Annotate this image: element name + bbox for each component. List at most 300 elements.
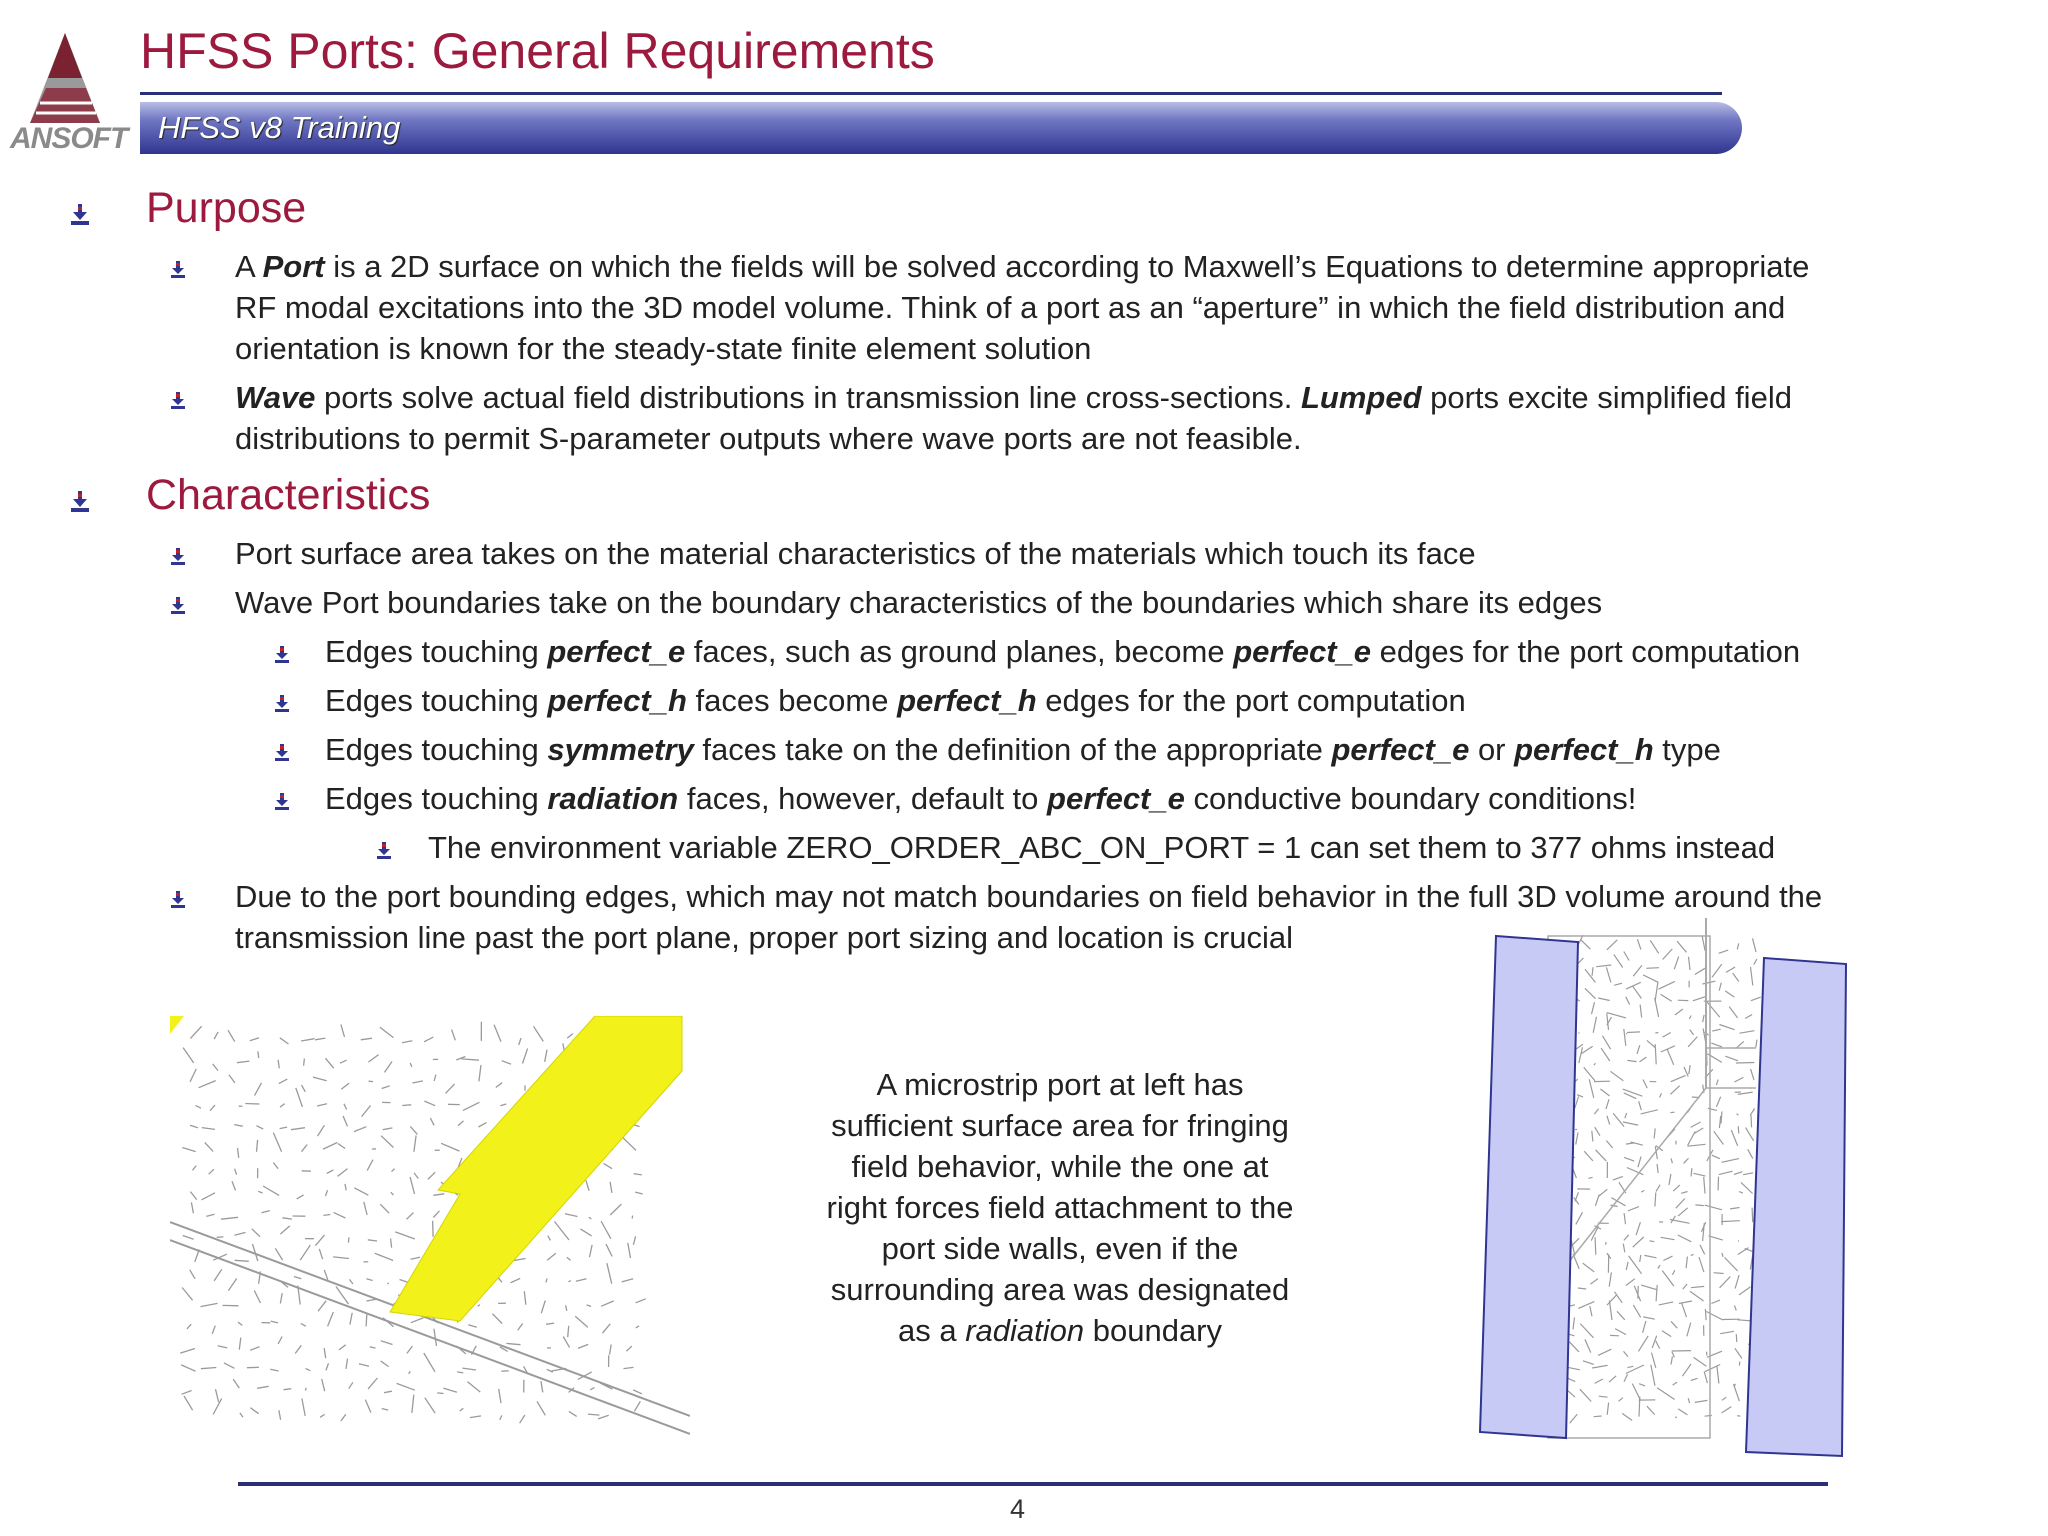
field-vector [1655,1044,1656,1064]
field-vector [1623,1122,1638,1125]
field-vector [182,1288,193,1301]
field-vector [598,1415,609,1419]
field-vector [305,1388,306,1391]
field-vector [255,1083,262,1096]
field-vector [1639,1397,1640,1417]
field-vector [1641,1285,1656,1290]
field-vector [1640,1057,1647,1062]
field-vector [1634,1286,1640,1301]
field-vector [468,1325,477,1328]
field-vector [1735,1275,1739,1289]
field-vector [414,1173,418,1179]
field-vector [1725,1258,1738,1272]
field-vector [280,1104,285,1108]
field-vector [319,1249,322,1259]
field-vector [1684,1158,1689,1163]
field-vector [1739,1192,1743,1194]
field-vector [1639,1384,1645,1386]
field-vector [1578,1288,1586,1289]
field-vector [366,1279,372,1281]
field-vector [610,1204,621,1215]
bullet-arrow-icon [274,646,290,664]
field-vector [478,1305,480,1307]
ansoft-logo-mark-icon [10,28,140,128]
characteristics-item-2: Wave Port boundaries take on the boundary characteristics of the boundaries which share its edges [235,585,1603,620]
field-vector [1656,1341,1660,1349]
field-vector [1576,1212,1583,1224]
field-vector [1647,1040,1655,1047]
field-vector [1751,997,1761,1001]
field-vector [1746,1128,1754,1141]
field-vector [1585,1339,1591,1352]
field-vector [586,1180,589,1191]
field-vector [1624,1029,1626,1046]
field-vector [567,1257,571,1260]
field-vector [1656,1285,1657,1301]
field-vector [587,1305,592,1307]
field-vector [302,1145,308,1152]
field-vector [502,1061,511,1065]
field-vector [328,1312,334,1326]
field-vector [626,1346,632,1351]
field-vector [434,1329,437,1346]
field-vector [367,1160,373,1171]
field-vector [1670,1220,1690,1224]
field-vector [424,1101,435,1106]
field-vector [1615,1329,1626,1335]
field-vector [1592,1002,1595,1014]
field-vector [1756,1040,1757,1048]
field-vector [385,1062,393,1073]
bullet-arrow-icon [170,891,186,909]
field-vector [1622,1413,1632,1420]
field-vector [446,1084,455,1093]
field-vector [1626,997,1630,1005]
field-vector [190,1125,198,1128]
field-vector [424,1353,435,1372]
field-vector [1647,1406,1655,1414]
field-vector [500,1415,502,1419]
field-vector [278,1060,279,1069]
field-vector [279,1410,281,1420]
field-vector [433,1211,439,1218]
purpose-item-2-line-2: distributions to permit S-parameter outputs where wave ports are not feasible. [235,421,1302,456]
field-vector [221,1217,238,1219]
field-vector [1650,940,1659,953]
field-vector [1613,1113,1624,1126]
field-vector [1725,1056,1738,1061]
field-vector [1707,1351,1722,1357]
field-vector [1689,957,1691,970]
field-vector [375,1253,394,1260]
field-vector [250,1408,258,1414]
field-vector [1722,1159,1740,1163]
field-vector [182,1391,192,1395]
field-vector [555,1222,570,1241]
field-vector [183,1236,194,1240]
field-vector [1592,967,1593,976]
field-vector [1607,1013,1626,1018]
field-vector [580,1229,591,1236]
field-vector [610,1345,612,1355]
characteristics-item-1: Port surface area takes on the material characteristics of the materials which touch its face [235,536,1476,571]
field-vector [196,1105,202,1108]
field-vector [345,1184,346,1191]
field-vector [463,1368,477,1370]
field-vector [1722,1397,1726,1400]
field-vector [1687,1323,1691,1337]
field-vector [1695,1400,1708,1402]
bullet-arrow-icon [170,261,186,279]
field-vector [361,1038,372,1040]
field-vector [565,1214,578,1217]
field-vector [1670,1086,1679,1095]
field-vector [245,1104,259,1105]
field-vector [315,1038,325,1040]
field-vector [478,1123,486,1127]
banner-label: HFSS v8 Training [158,110,401,145]
field-vector [1578,1033,1579,1034]
field-vector [1741,1182,1753,1193]
field-vector [362,1105,371,1116]
field-vector [213,1064,218,1071]
field-vector [1575,1097,1579,1109]
field-vector [280,1226,290,1234]
field-vector [1675,1009,1683,1015]
figure-caption: A microstrip port at left has sufficient surface area for fringing field behavior, while the one at right forces field attachment to the port side walls, even if the surrounding area was designated as a radiation boundary [826,1067,1294,1348]
field-vector [1623,1244,1625,1253]
field-vector [1633,986,1642,998]
field-vector [354,1127,366,1132]
field-vector [263,1186,279,1195]
field-vector [1691,1286,1704,1287]
field-vector [327,1170,334,1173]
field-vector [1748,1149,1753,1158]
field-vector [567,1034,573,1039]
field-vector [338,1169,348,1177]
field-vector [1719,1116,1720,1128]
field-vector [545,1050,547,1062]
field-vector [1703,1015,1704,1022]
field-vector [414,1136,416,1152]
field-vector [1583,1263,1595,1272]
field-vector [348,1237,349,1242]
field-vector [306,1368,311,1370]
field-vector [578,1344,588,1348]
field-vector [1737,1114,1739,1115]
field-vector [1649,1241,1654,1242]
field-vector [457,1372,463,1373]
field-vector [315,1235,324,1246]
field-vector [322,1379,325,1391]
field-vector [1656,1185,1660,1192]
sub-item-perfect-h: Edges touching perfect_h faces become perfect_h edges for the port computation [325,683,1466,718]
field-vector [1671,1075,1686,1081]
field-vector [1615,1292,1623,1303]
field-vector [428,1172,435,1179]
field-vector [235,1260,249,1261]
field-vector [1627,1060,1636,1061]
field-vector [566,1305,567,1311]
field-vector [402,1041,412,1043]
field-vector [1614,983,1622,985]
field-vector [590,1245,593,1257]
field-vector [338,1144,345,1149]
field-vector [1720,1277,1731,1288]
field-vector [1720,1331,1734,1333]
field-vector [202,1128,215,1130]
field-vector [635,1192,643,1194]
field-vector [1705,1309,1706,1320]
field-vector [1745,1015,1752,1019]
field-vector [381,1361,389,1367]
field-vector [1677,941,1687,952]
field-vector [568,1326,569,1337]
field-vector [606,1244,612,1256]
field-vector [336,1287,349,1305]
constrained-port-field-plot [1474,918,1854,1463]
field-vector [1633,965,1642,976]
field-vector [318,1125,325,1136]
field-vector [1734,1384,1740,1401]
field-vector [318,1301,326,1312]
field-vector [256,1126,263,1129]
field-vector [1722,1253,1723,1257]
field-vector [326,1363,329,1370]
field-vector [499,1389,501,1403]
field-vector [228,1030,235,1041]
field-vector [1594,1416,1602,1417]
field-vector [201,1368,216,1369]
field-vector [1609,1272,1611,1286]
field-vector [1689,1065,1690,1074]
field-vector [433,1221,434,1237]
field-vector [1654,1128,1655,1138]
field-vector [494,1025,501,1042]
field-vector [518,1324,523,1331]
field-vector [1637,939,1641,949]
field-vector [359,1364,369,1367]
field-vector [524,1291,526,1305]
field-vector [1725,991,1734,997]
field-vector [1674,956,1678,969]
field-vector [323,1215,330,1216]
field-vector [262,1211,270,1213]
field-vector [238,1148,239,1158]
field-vector [1721,1221,1740,1222]
field-vector [234,1125,243,1127]
field-vector [1711,1300,1720,1303]
field-vector [1660,1093,1662,1097]
field-vector [623,1137,637,1150]
field-vector [237,1061,250,1063]
field-vector [1688,1131,1696,1145]
field-vector [1681,1192,1687,1194]
field-vector [1679,1301,1692,1304]
field-vector [1678,1208,1688,1216]
field-vector [209,1169,214,1174]
field-vector [1617,1311,1625,1320]
field-vector [1607,1295,1616,1305]
field-vector [1719,1025,1734,1030]
field-vector [193,1166,197,1171]
field-vector [183,1048,194,1063]
field-vector [190,1192,196,1200]
field-vector [370,1347,376,1348]
field-vector [1606,1242,1607,1245]
field-vector [1606,1141,1612,1148]
field-vector [250,1347,260,1351]
field-vector [1729,1007,1737,1018]
field-vector [1624,1213,1625,1224]
field-vector [590,1388,594,1390]
field-vector [1601,1048,1610,1061]
field-vector [1671,1321,1677,1328]
field-vector [1583,1361,1594,1365]
field-vector [258,1191,263,1193]
field-vector [1702,936,1705,951]
field-vector [1657,1388,1675,1400]
field-vector [1754,959,1757,964]
field-vector [1592,1131,1593,1142]
heading-purpose: Purpose [146,184,307,232]
field-vector [254,1291,260,1304]
field-vector [1596,965,1611,967]
field-vector [296,1088,303,1107]
field-vector [1619,1398,1623,1402]
field-vector [382,1409,389,1411]
field-vector [588,1414,600,1415]
field-vector [384,1391,392,1393]
microstrip-port-field-plot [170,1016,690,1451]
field-vector [278,1337,282,1345]
field-vector [1595,1127,1600,1136]
field-vector [546,1323,554,1324]
field-vector [568,1281,571,1282]
field-vector [216,1389,219,1402]
field-vector [1662,1271,1674,1287]
field-vector [1716,1097,1720,1107]
field-vector [205,1143,213,1152]
field-vector [437,1393,443,1394]
field-vector [235,1232,246,1235]
field-vector [492,1314,502,1324]
field-vector [1711,1043,1722,1047]
field-vector [576,1279,587,1282]
field-vector [1644,1255,1656,1257]
bullet-arrow-icon [170,597,186,615]
field-vector-plot-left [170,1016,690,1446]
field-vector [458,1121,464,1126]
field-vector [270,1369,278,1371]
field-vector [636,1299,646,1303]
bullet-arrow-icon [274,744,290,762]
field-vector [633,1236,635,1245]
field-vector [280,1038,289,1044]
field-vector [633,1390,642,1394]
field-vector [210,1105,215,1111]
field-vector [548,1236,551,1241]
field-vector [537,1401,545,1415]
field-vector [1626,1262,1628,1270]
field-vector [411,1318,423,1323]
field-vector [279,1079,288,1084]
field-vector [1751,1069,1754,1080]
field-vector [1661,1237,1675,1239]
field-vector [622,1279,634,1282]
field-vector [380,1204,389,1213]
field-vector [1739,1362,1740,1366]
field-vector [1627,1032,1640,1033]
field-vector [1702,981,1715,984]
field-vector [392,1169,395,1172]
field-vector [333,1257,349,1259]
field-vector [1585,988,1596,998]
field-vector [1607,1403,1608,1415]
field-vector [500,1104,506,1106]
field-vector [1678,1409,1687,1415]
field-vector [1579,1047,1583,1063]
field-vector [479,1065,481,1081]
field-vector [1714,1273,1724,1274]
field-vector [1659,1302,1673,1305]
field-vector [380,1027,394,1037]
field-vector [340,1060,347,1063]
field-vector [1687,1144,1705,1146]
field-vector [424,1037,433,1042]
field-vector [1607,1014,1609,1030]
field-vector [1584,1151,1593,1161]
field-vector [1736,1063,1754,1064]
field-vector [181,1365,196,1371]
slide-title: HFSS Ports: General Requirements [140,23,935,79]
field-vector [1584,1067,1595,1081]
bullet-arrow-icon [376,842,392,860]
field-vector [546,1279,547,1283]
field-vector [1663,1033,1671,1038]
field-vector [410,1177,414,1194]
field-vector [511,1278,521,1282]
field-vector [238,1322,242,1325]
heading-characteristics: Characteristics [146,471,431,519]
field-vector [462,1059,479,1060]
field-vector [1596,1150,1607,1161]
field-vector [402,1105,411,1106]
field-vector [1580,1324,1593,1338]
sub-item-radiation: Edges touching radiation faces, however, default to perfect_e conductive boundary conditions! [325,781,1637,816]
field-vector [1578,1302,1594,1309]
field-vector [297,1195,304,1199]
bullet-arrow-icon [170,548,186,566]
field-vector [300,1245,310,1260]
field-vector [1614,954,1623,967]
field-vector [412,1081,423,1083]
field-vector [1607,940,1618,950]
field-vector [1738,1320,1752,1321]
field-vector [506,1343,520,1344]
field-vector [350,1313,352,1325]
field-vector [1613,1176,1623,1180]
field-vector [1678,1235,1692,1242]
field-vector [317,1104,327,1106]
characteristics-item-3-line-1: Due to the port bounding edges, which may not match boundaries on field behavior in the full 3D volume around the [235,879,1823,914]
field-vector [1690,1030,1694,1035]
field-vector [239,1338,241,1350]
field-vector [323,1143,337,1150]
field-vector [1606,1099,1609,1109]
field-vector [190,1270,195,1279]
field-vector [341,1024,345,1037]
